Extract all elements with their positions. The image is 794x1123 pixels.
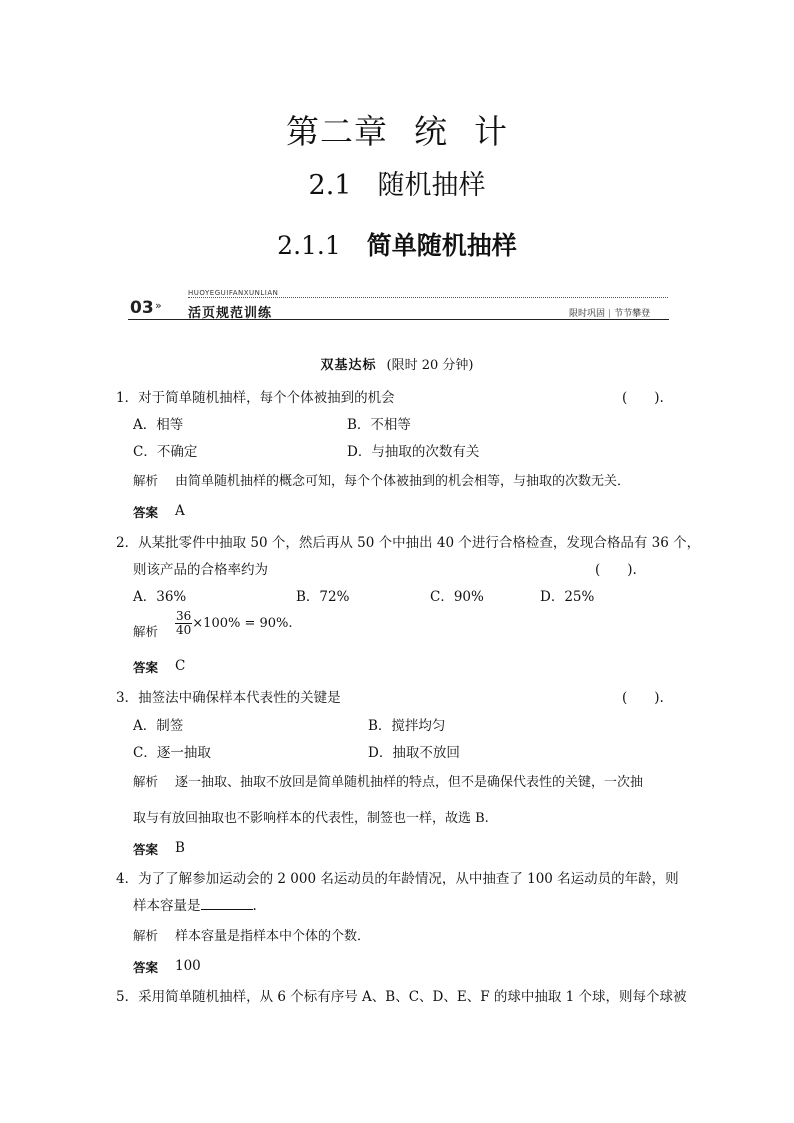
q1-option-b: B．不相等 — [347, 417, 411, 433]
q1-answer-label: 答案 — [133, 505, 159, 520]
q2-analysis: $\frac{36}{40}$ ×100% = 90%. — [176, 609, 293, 637]
q2-answer: C — [175, 658, 186, 674]
q2-fraction: $\frac{36}{40}$ — [176, 609, 192, 637]
chevron-right-icon: » — [155, 299, 162, 312]
q1-answer: A — [175, 503, 185, 519]
banner-number: 03 — [130, 298, 154, 318]
banner-title: 活页规范训练 — [188, 306, 273, 321]
banner-rule — [128, 319, 669, 320]
q3-answer: B — [175, 840, 185, 856]
q4-analysis: 样本容量是指样本中个体的个数． — [175, 929, 371, 944]
q2-answer-label: 答案 — [133, 660, 159, 675]
q1-analysis: 由简单随机抽样的概念可知，每个个体被抽到的机会相等，与抽取的次数无关． — [175, 474, 631, 489]
q4-answer-label: 答案 — [133, 960, 159, 975]
q3-stem: 3．抽签法中确保样本代表性的关键是 — [116, 690, 341, 706]
q4-answer: 100 — [175, 958, 201, 974]
q4-stem-line2: 样本容量是 . — [133, 898, 257, 914]
q2-option-b: B．72% — [296, 589, 350, 605]
q2-stem-line2: 则该产品的合格率约为 — [133, 562, 268, 578]
q2-option-c: C．90% — [430, 589, 484, 605]
q3-analysis-label: 解析 — [133, 774, 159, 789]
chapter-title: 第二章 统 计 — [286, 112, 508, 151]
q1-stem: 1．对于简单随机抽样，每个个体被抽到的机会 — [116, 390, 395, 406]
section-heading: 双基达标 (限时 20 分钟) — [320, 358, 474, 373]
q3-option-d: D．抽取不放回 — [368, 745, 460, 761]
q1-option-d: D．与抽取的次数有关 — [347, 444, 480, 460]
q1-paren: ( ). — [622, 390, 664, 406]
subsection-title: 2.1.1 简单随机抽样 — [277, 231, 517, 260]
banner-tagline: 限时巩固 | 节节攀登 — [569, 309, 651, 319]
q1-option-c: C．不确定 — [133, 444, 198, 460]
q1-option-a: A．相等 — [133, 417, 184, 433]
q3-analysis-line1: 逐一抽取、抽取不放回是简单随机抽样的特点，但不是确保代表性的关键，一次抽 — [175, 775, 644, 790]
q3-option-b: B．搅拌均匀 — [368, 718, 446, 734]
banner-dotted-rule — [188, 297, 668, 298]
section-title: 2.1 随机抽样 — [308, 170, 486, 201]
q2-paren: ( ). — [595, 562, 637, 578]
banner-pinyin: HUOYEGUIFANXUNLIAN — [188, 289, 279, 297]
q2-option-d: D．25% — [540, 589, 595, 605]
q2-option-a: A．36% — [133, 589, 187, 605]
q4-stem-line1: 4．为了了解参加运动会的 2 000 名运动员的年龄情况，从中抽查了 100 名运动员的年龄，则 — [116, 871, 679, 887]
q3-analysis-line2: 取与有放回抽取也不影响样本的代表性，制签也一样，故选 B. — [133, 811, 489, 826]
q5-stem-line1: 5．采用简单随机抽样，从 6 个标有序号 A、B、C、D、E、F 的球中抽取 1 个球，则每个球被 — [116, 989, 687, 1005]
q2-analysis-label: 解析 — [133, 624, 159, 639]
q3-answer-label: 答案 — [133, 842, 159, 857]
q4-answer-blank — [201, 897, 253, 910]
q1-analysis-label: 解析 — [133, 473, 159, 488]
q2-stem-line1: 2．从某批零件中抽取 50 个，然后再从 50 个中抽出 40 个进行合格检查，发现合格品有 36 个， — [116, 535, 701, 551]
q3-option-a: A．制签 — [133, 718, 184, 734]
q4-analysis-label: 解析 — [133, 928, 159, 943]
q3-option-c: C．逐一抽取 — [133, 745, 211, 761]
q3-paren: ( ). — [622, 690, 664, 706]
